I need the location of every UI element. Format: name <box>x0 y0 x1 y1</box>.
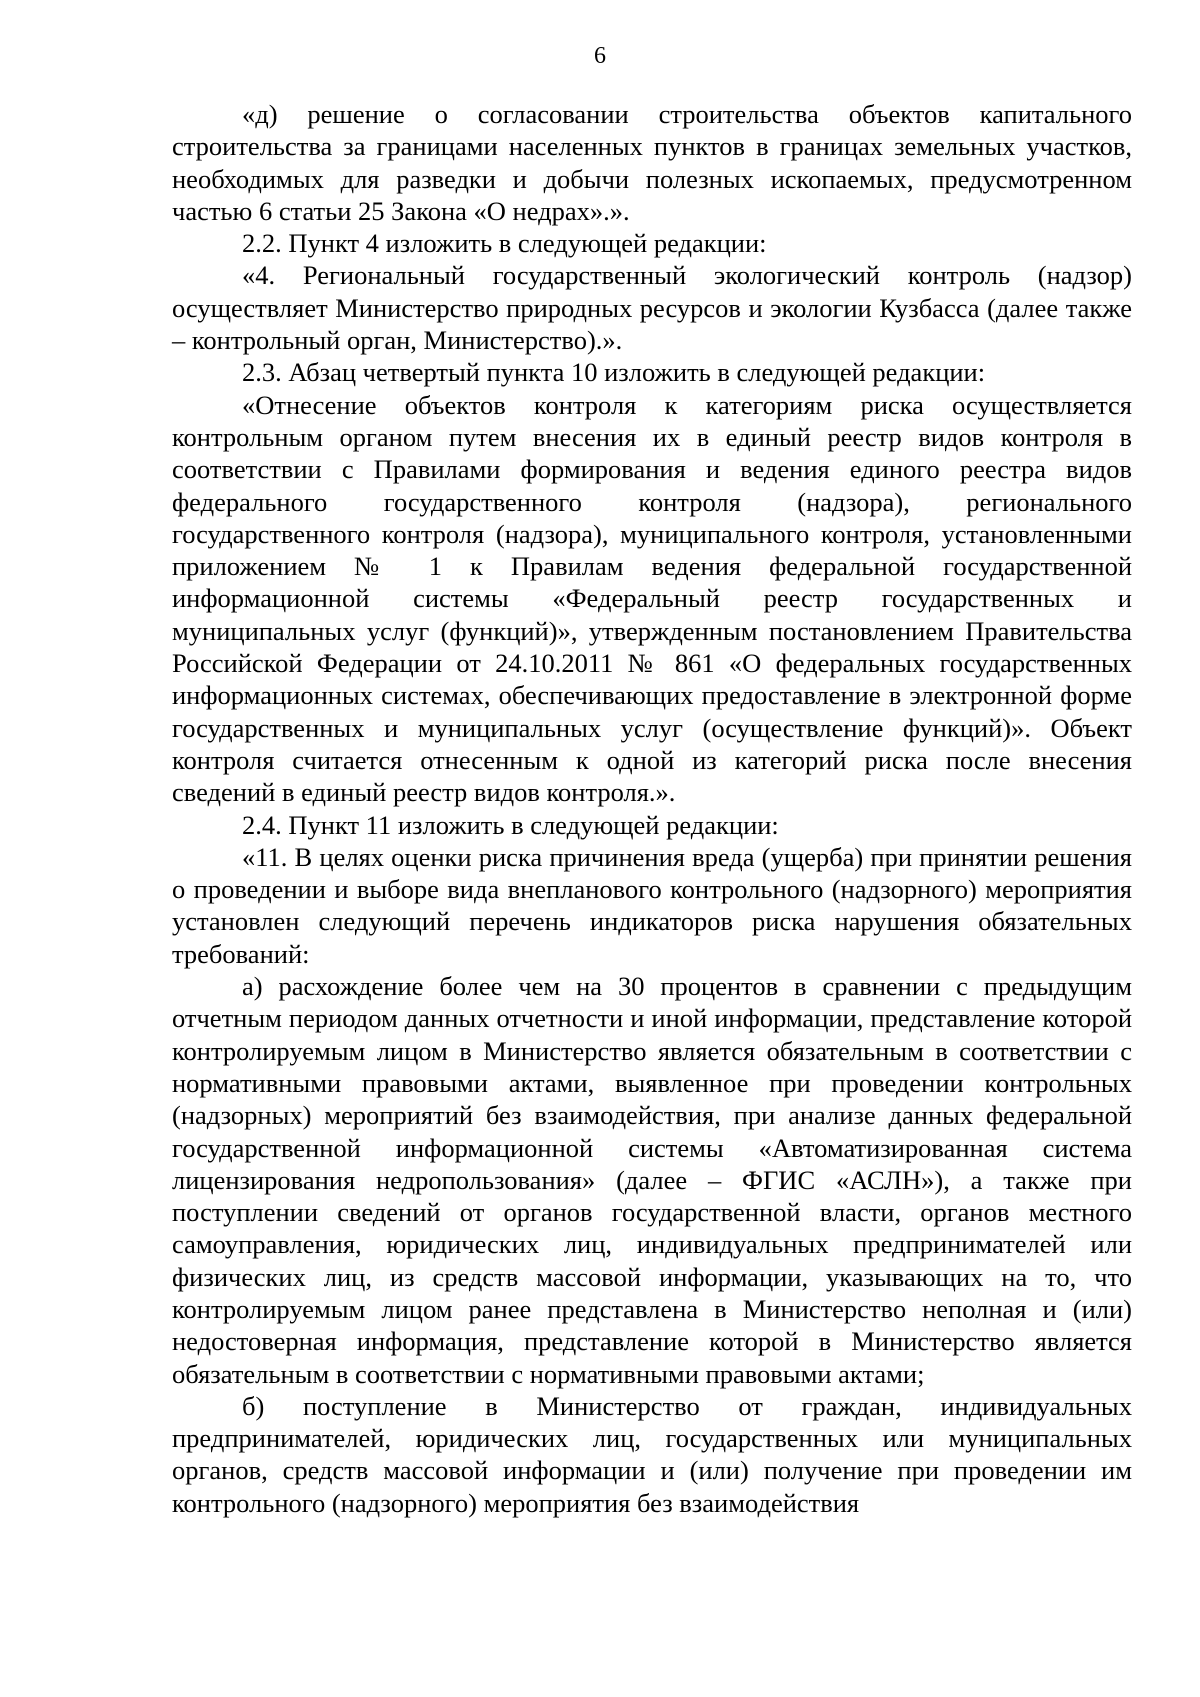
paragraph-2-4: 2.4. Пункт 11 изложить в следующей редакции: <box>242 809 779 840</box>
document-body <box>172 98 1132 1519</box>
paragraph-subitem-a: а) расхождение более чем на 30 процентов в сравнении с предыдущим отчетным периодом данных отчетности и иной информации, представление которой контролируемым лицом в Министерство является обязательным в соответствии с нормативными правовыми актами, выявленное при проведении контрольных (надзорных) мероприятий без взаимодействия, при анализе данных федеральной государственной информационной системы «Автоматизированная система лицензирования недропользования» (далее – ФГИС «АСЛН»), а также при поступлении сведений от органов государственной власти, органов местного самоуправления, юридических лиц, индивидуальных предпринимателей или физических лиц, из средств массовой информации, указывающих на то, что контролируемым лицом ранее представлена в Министерство неполная и (или) недостоверная информация, представление которой в Министерство является обязательным в соответствии с нормативными правовыми актами; <box>172 971 1132 1389</box>
paragraph-2-2: 2.2. Пункт 4 изложить в следующей редакции: <box>242 228 767 259</box>
paragraph-risk-categories: «Отнесение объектов контроля к категориям риска осуществляется контрольным органом путем внесения их в единый реестр видов контроля в соответствии с Правилами формирования и ведения единого реестра видов федерального государственного контроля (надзора), регионального государственного контроля (надзора), муниципального контроля, установленными приложением № 1 к Правилам ведения федеральной государственной информационной системы «Федеральный реестр государственных и муниципальных услуг (функций)», утвержденным постановлением Правительства Российской Федерации от 24.10.2011 № 861 «О федеральных государственных информационных системах, обеспечивающих предоставление в электронной форме государственных и муниципальных услуг (осуществление функций)». Объект контроля считается отнесенным к одной из категорий риска после внесения сведений в единый реестр видов контроля.». <box>172 389 1132 808</box>
paragraph-2-3: 2.3. Абзац четвертый пункта 10 изложить в следующей редакции: <box>242 357 986 388</box>
paragraph-item-4: «4. Региональный государственный экологический контроль (надзор) осуществляет Министерство природных ресурсов и экологии Кузбасса (далее также – контрольный орган, Министерство).». <box>172 260 1132 356</box>
paragraph-d-decision: «д) решение о согласовании строительства объектов капитального строительства за границами населенных пунктов в границах земельных участков, необходимых для разведки и добычи полезных ископаемых, предусмотренном частью 6 статьи 25 Закона «О недрах».». <box>172 99 1132 226</box>
paragraph-subitem-b: б) поступление в Министерство от граждан, индивидуальных предпринимателей, юридических лиц, государственных или муниципальных органов, средств массовой информации и (или) получение при проведении им контрольного (надзорного) мероприятия без взаимодействия <box>172 1390 1132 1518</box>
page-number: 6 <box>594 43 606 69</box>
paragraph-item-11: «11. В целях оценки риска причинения вреда (ущерба) при принятии решения о проведении и выборе вида внепланового контрольного (надзорного) мероприятия установлен следующий перечень индикаторов риска нарушения обязательных требований: <box>172 841 1132 969</box>
